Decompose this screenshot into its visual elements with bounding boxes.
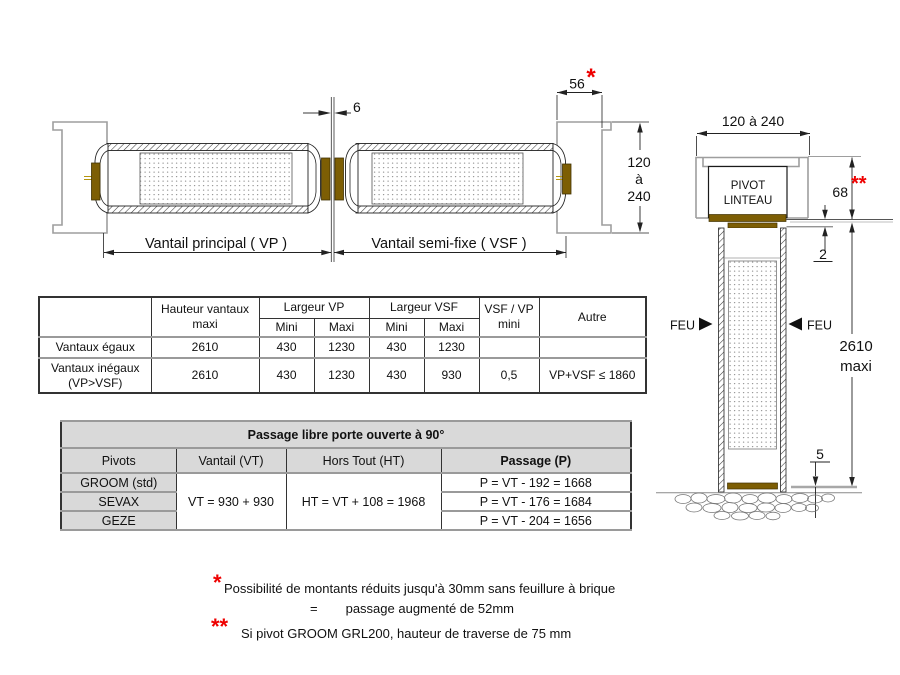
fire-arrow-right-icon bbox=[699, 318, 713, 331]
arrow-up-icon bbox=[849, 158, 855, 168]
vsf-lock-seal bbox=[563, 164, 572, 194]
vsf-top-skin bbox=[356, 144, 553, 151]
footnote-line1: Possibilité de montants réduits jusqu'à 30mm sans feuillure à brique bbox=[224, 581, 616, 596]
t1-col-vsf-vp: VSF / VP mini bbox=[479, 297, 539, 337]
footnote-equals: = bbox=[310, 601, 318, 616]
dim-gap-6-value: 6 bbox=[353, 99, 361, 115]
dim-plan-height-value: 240 bbox=[627, 188, 651, 204]
dim-plan-height bbox=[612, 122, 649, 233]
vsf-insulation-core bbox=[372, 153, 523, 204]
leaf-wall-left bbox=[719, 228, 725, 492]
arrow-right-icon bbox=[319, 110, 332, 115]
dim-frame-56-note: * bbox=[586, 64, 596, 91]
footnote-line3: Si pivot GROOM GRL200, hauteur de traverse de 75 mm bbox=[241, 626, 572, 641]
pivot-linteau-label: LINTEAU bbox=[723, 195, 773, 207]
dim-5 bbox=[810, 462, 830, 518]
t1-row-label: Vantaux inégaux (VP>VSF) bbox=[39, 358, 151, 393]
dim-gap-6 bbox=[303, 110, 351, 115]
t2-col-passage: Passage (P) bbox=[441, 448, 631, 473]
t2-passage-value: P = VT - 204 = 1656 bbox=[441, 511, 631, 530]
t1-cell: 1230 bbox=[314, 337, 369, 358]
t1-sub-mini: Mini bbox=[259, 318, 314, 337]
t1-cell: 0,5 bbox=[479, 358, 539, 393]
footnote-line2 bbox=[310, 601, 514, 616]
dimensions-table bbox=[38, 296, 647, 394]
t1-cell: 2610 bbox=[151, 358, 259, 393]
t2-pivot-name: GEZE bbox=[61, 511, 176, 530]
fire-arrow-left-icon bbox=[789, 318, 803, 331]
dim-2610-maxi: maxi bbox=[840, 358, 872, 375]
ground-hatching bbox=[675, 493, 835, 520]
dimensions-table-container bbox=[38, 296, 647, 394]
t2-passage-value: P = VT - 192 = 1668 bbox=[441, 473, 631, 492]
dim-2610-value: 2610 bbox=[839, 338, 873, 355]
arrow-right-icon bbox=[321, 250, 331, 256]
arrow-left-icon bbox=[334, 250, 344, 256]
vp-label: Vantail principal ( VP ) bbox=[144, 236, 288, 252]
t1-col-hauteur: Hauteur vantaux maxi bbox=[151, 297, 259, 337]
passage-table-container bbox=[60, 420, 632, 531]
dim-5-value: 5 bbox=[816, 446, 824, 462]
vsf-label: Vantail semi-fixe ( VSF ) bbox=[371, 236, 527, 252]
door-leaf-section bbox=[719, 228, 787, 492]
t1-cell: 430 bbox=[369, 337, 424, 358]
leaf-wall-right bbox=[781, 228, 787, 492]
t1-cell bbox=[479, 337, 539, 358]
arrow-right-icon bbox=[556, 250, 566, 256]
vp-insulation-core bbox=[140, 153, 292, 204]
dim-plan-height-value: à bbox=[635, 171, 643, 187]
vp-meeting-seal bbox=[322, 158, 331, 200]
t2-pivot-name: SEVAX bbox=[61, 492, 176, 511]
t2-col-vt: Vantail (VT) bbox=[176, 448, 286, 473]
dim-68-note: ** bbox=[851, 173, 867, 195]
arrow-up-icon bbox=[637, 123, 643, 133]
dim-68-value: 68 bbox=[832, 184, 848, 200]
t1-sub-maxi: Maxi bbox=[314, 318, 369, 337]
leaf-core-section bbox=[729, 261, 777, 449]
dim-lintel-width bbox=[697, 131, 811, 156]
t1-cell bbox=[539, 337, 646, 358]
arrow-left-icon bbox=[697, 131, 707, 137]
t1-row-label: Vantaux égaux bbox=[39, 337, 151, 358]
vsf-meeting-seal bbox=[335, 158, 344, 200]
arrow-left-icon bbox=[557, 90, 567, 96]
door-bottom-seal bbox=[728, 483, 778, 489]
footnote-star: * bbox=[213, 570, 222, 595]
passage-table bbox=[60, 420, 632, 531]
t1-cell: 430 bbox=[259, 358, 314, 393]
section-view-drawing bbox=[656, 113, 893, 520]
pivot-linteau-box bbox=[709, 167, 788, 218]
arrow-down-icon bbox=[637, 223, 643, 233]
t1-cell: 1230 bbox=[424, 337, 479, 358]
arrow-up-icon bbox=[849, 223, 855, 233]
vp-leaf bbox=[84, 144, 330, 214]
arrow-down-icon bbox=[849, 210, 855, 220]
arrow-down-icon bbox=[849, 477, 855, 487]
dim-lintel-width-value: 120 à 240 bbox=[721, 113, 785, 129]
arrow-up-icon bbox=[822, 227, 828, 237]
t1-corner-cell bbox=[39, 297, 151, 337]
fire-label-left: FEU bbox=[670, 318, 695, 333]
arrow-right-icon bbox=[800, 131, 810, 137]
t2-title: Passage libre porte ouverte à 90° bbox=[61, 421, 631, 448]
footnote-line2-text: passage augmenté de 52mm bbox=[345, 601, 514, 616]
vp-hinge-seal bbox=[92, 163, 101, 200]
t2-pivot-name: GROOM (std) bbox=[61, 473, 176, 492]
t1-cell: 1230 bbox=[314, 358, 369, 393]
t2-vt-value: VT = 930 + 930 bbox=[176, 473, 286, 530]
arrow-left-icon bbox=[104, 250, 114, 256]
arrow-left-icon bbox=[334, 110, 347, 115]
t1-col-largeur-vsf: Largeur VSF bbox=[369, 297, 479, 318]
t2-passage-value: P = VT - 176 = 1684 bbox=[441, 492, 631, 511]
vsf-bottom-skin bbox=[356, 206, 553, 213]
t2-col-pivots: Pivots bbox=[61, 448, 176, 473]
t1-col-autre: Autre bbox=[539, 297, 646, 337]
vp-meeting-end-cap bbox=[308, 144, 321, 214]
arrow-down-icon bbox=[822, 210, 828, 220]
vsf-meeting-end-cap bbox=[346, 144, 359, 214]
vp-top-skin bbox=[107, 144, 308, 151]
vsf-leaf bbox=[335, 144, 571, 214]
dim-2-value: 2 bbox=[819, 246, 827, 262]
pivot-linteau-label: PIVOT bbox=[730, 180, 766, 192]
t1-cell: 2610 bbox=[151, 337, 259, 358]
door-top-seal bbox=[728, 223, 777, 228]
t1-cell: 430 bbox=[259, 337, 314, 358]
t1-sub-mini: Mini bbox=[369, 318, 424, 337]
dim-frame-56-value: 56 bbox=[569, 75, 585, 92]
t2-ht-value: HT = VT + 108 = 1968 bbox=[286, 473, 441, 530]
t1-cell: 930 bbox=[424, 358, 479, 393]
lintel-seal bbox=[709, 215, 786, 222]
vp-bottom-skin bbox=[107, 206, 308, 213]
footnote-double-star: ** bbox=[211, 614, 229, 639]
plan-view-drawing bbox=[53, 64, 651, 262]
dim-plan-height-value: 120 bbox=[627, 154, 651, 170]
t1-col-largeur-vp: Largeur VP bbox=[259, 297, 369, 318]
arrow-down-icon bbox=[813, 477, 819, 487]
t1-sub-maxi: Maxi bbox=[424, 318, 479, 337]
t1-cell: VP+VSF ≤ 1860 bbox=[539, 358, 646, 393]
fire-label-right: FEU bbox=[807, 318, 832, 333]
t1-cell: 430 bbox=[369, 358, 424, 393]
t2-col-ht: Hors Tout (HT) bbox=[286, 448, 441, 473]
